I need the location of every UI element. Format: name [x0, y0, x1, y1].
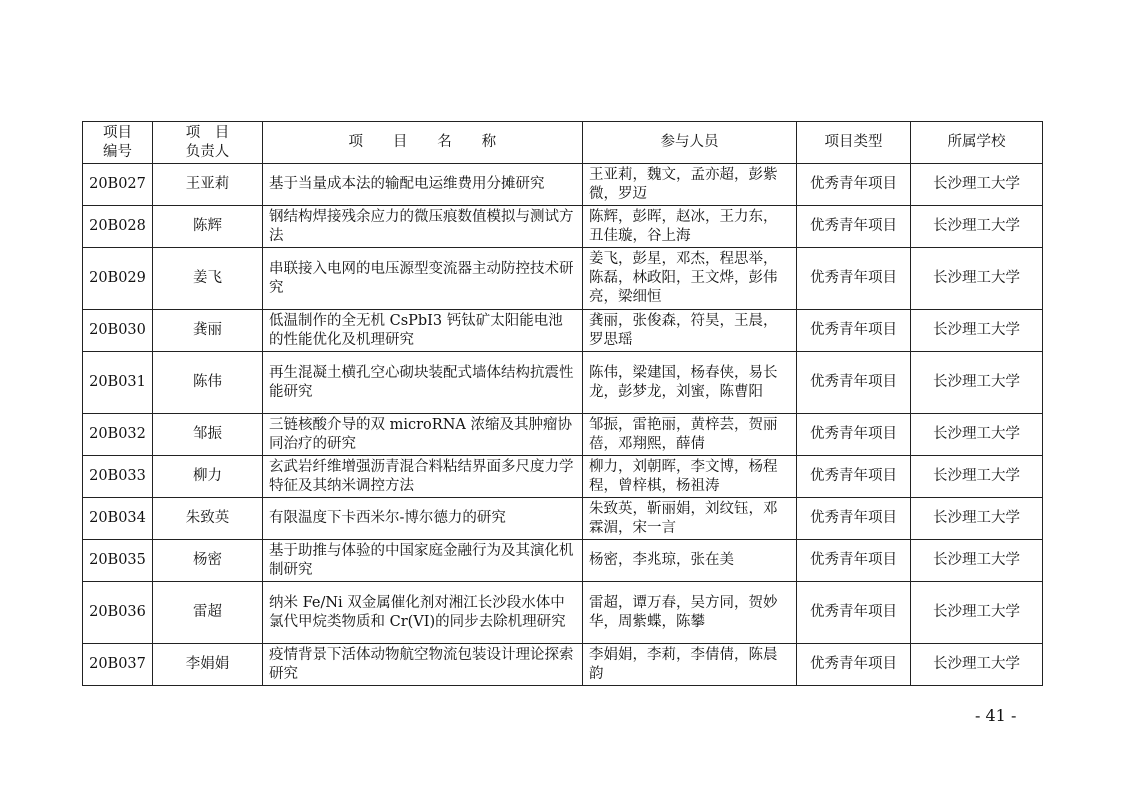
project-leader-cell: 朱致英	[153, 498, 263, 540]
header-school: 所属学校	[911, 122, 1043, 164]
table-row	[83, 498, 1043, 540]
project-id-cell: 20B030	[83, 310, 153, 352]
project-type-cell: 优秀青年项目	[797, 352, 911, 414]
project-type-cell: 优秀青年项目	[797, 164, 911, 206]
project-school-cell: 长沙理工大学	[911, 164, 1043, 206]
project-members-cell: 姜飞，彭星，邓杰，程思举，陈磊，林政阳，王文烨，彭伟亮，梁细恒	[583, 248, 797, 310]
project-id-cell: 20B034	[83, 498, 153, 540]
project-type-cell: 优秀青年项目	[797, 206, 911, 248]
project-id-cell: 20B031	[83, 352, 153, 414]
project-id-cell: 20B033	[83, 456, 153, 498]
header-row	[83, 122, 1043, 164]
project-type-cell: 优秀青年项目	[797, 644, 911, 686]
table-row	[83, 310, 1043, 352]
project-id-cell: 20B029	[83, 248, 153, 310]
project-members-cell: 柳力，刘朝晖，李文博，杨程程，曾梓棋，杨祖涛	[583, 456, 797, 498]
project-name-cell: 基于助推与体验的中国家庭金融行为及其演化机制研究	[263, 540, 583, 582]
project-school-cell: 长沙理工大学	[911, 352, 1043, 414]
project-school-cell: 长沙理工大学	[911, 414, 1043, 456]
header-name: 项 目 名 称	[263, 122, 583, 164]
project-leader-cell: 陈伟	[153, 352, 263, 414]
project-name-cell: 再生混凝土横孔空心砌块装配式墙体结构抗震性能研究	[263, 352, 583, 414]
project-leader-cell: 柳力	[153, 456, 263, 498]
project-school-cell: 长沙理工大学	[911, 248, 1043, 310]
project-leader-cell: 王亚莉	[153, 164, 263, 206]
project-name-cell: 三链核酸介导的双 microRNA 浓缩及其肿瘤协同治疗的研究	[263, 414, 583, 456]
project-type-cell: 优秀青年项目	[797, 248, 911, 310]
project-type-cell: 优秀青年项目	[797, 310, 911, 352]
project-type-cell: 优秀青年项目	[797, 456, 911, 498]
project-members-cell: 陈辉，彭晖，赵冰，王力东，丑佳璇，谷上海	[583, 206, 797, 248]
project-type-cell: 优秀青年项目	[797, 582, 911, 644]
project-leader-cell: 龚丽	[153, 310, 263, 352]
project-school-cell: 长沙理工大学	[911, 582, 1043, 644]
project-name-cell: 纳米 Fe/Ni 双金属催化剂对湘江长沙段水体中氯代甲烷类物质和 Cr(VI)的同步去除机理研究	[263, 582, 583, 644]
table-row	[83, 206, 1043, 248]
project-members-cell: 杨密，李兆琼，张在美	[583, 540, 797, 582]
project-name-cell: 钢结构焊接残余应力的微压痕数值模拟与测试方法	[263, 206, 583, 248]
table-row	[83, 352, 1043, 414]
project-members-cell: 邹振，雷艳丽，黄梓芸，贺丽蓓，邓翔熙，薛倩	[583, 414, 797, 456]
project-id-cell: 20B027	[83, 164, 153, 206]
project-id-cell: 20B037	[83, 644, 153, 686]
table-row	[83, 456, 1043, 498]
project-members-cell: 雷超，谭万春，吴方同，贺妙华，周紫蝶，陈攀	[583, 582, 797, 644]
project-id-cell: 20B028	[83, 206, 153, 248]
project-name-cell: 基于当量成本法的输配电运维费用分摊研究	[263, 164, 583, 206]
project-members-cell: 陈伟，梁建国，杨春侠，易长龙，彭梦龙，刘蜜，陈曹阳	[583, 352, 797, 414]
project-school-cell: 长沙理工大学	[911, 498, 1043, 540]
header-id: 项目 编号	[83, 122, 153, 164]
project-id-cell: 20B036	[83, 582, 153, 644]
header-type: 项目类型	[797, 122, 911, 164]
project-leader-cell: 李娟娟	[153, 644, 263, 686]
table-row	[83, 644, 1043, 686]
project-name-cell: 有限温度下卡西米尔-博尔德力的研究	[263, 498, 583, 540]
project-members-cell: 李娟娟，李莉，李倩倩，陈晨韵	[583, 644, 797, 686]
project-table	[82, 121, 1043, 686]
project-leader-cell: 雷超	[153, 582, 263, 644]
project-members-cell: 朱致英，靳丽娟，刘纹钰，邓霖湄，宋一言	[583, 498, 797, 540]
project-name-cell: 玄武岩纤维增强沥青混合料粘结界面多尺度力学特征及其纳米调控方法	[263, 456, 583, 498]
project-leader-cell: 杨密	[153, 540, 263, 582]
project-id-cell: 20B032	[83, 414, 153, 456]
table-row	[83, 414, 1043, 456]
project-school-cell: 长沙理工大学	[911, 206, 1043, 248]
project-type-cell: 优秀青年项目	[797, 498, 911, 540]
project-name-cell: 串联接入电网的电压源型变流器主动防控技术研究	[263, 248, 583, 310]
project-leader-cell: 陈辉	[153, 206, 263, 248]
project-members-cell: 王亚莉，魏文，孟亦超，彭紫微，罗迈	[583, 164, 797, 206]
table-row	[83, 582, 1043, 644]
project-school-cell: 长沙理工大学	[911, 456, 1043, 498]
project-name-cell: 疫情背景下活体动物航空物流包装设计理论探索研究	[263, 644, 583, 686]
project-school-cell: 长沙理工大学	[911, 644, 1043, 686]
header-members: 参与人员	[583, 122, 797, 164]
page-number: - 41 -	[975, 706, 1017, 725]
project-name-cell: 低温制作的全无机 CsPbI3 钙钛矿太阳能电池的性能优化及机理研究	[263, 310, 583, 352]
project-school-cell: 长沙理工大学	[911, 540, 1043, 582]
header-leader: 项 目 负责人	[153, 122, 263, 164]
table-row	[83, 540, 1043, 582]
project-leader-cell: 姜飞	[153, 248, 263, 310]
project-id-cell: 20B035	[83, 540, 153, 582]
table-row	[83, 164, 1043, 206]
table-row	[83, 248, 1043, 310]
project-members-cell: 龚丽，张俊森，符昊，王晨，罗思瑶	[583, 310, 797, 352]
project-leader-cell: 邹振	[153, 414, 263, 456]
project-type-cell: 优秀青年项目	[797, 540, 911, 582]
project-type-cell: 优秀青年项目	[797, 414, 911, 456]
project-school-cell: 长沙理工大学	[911, 310, 1043, 352]
